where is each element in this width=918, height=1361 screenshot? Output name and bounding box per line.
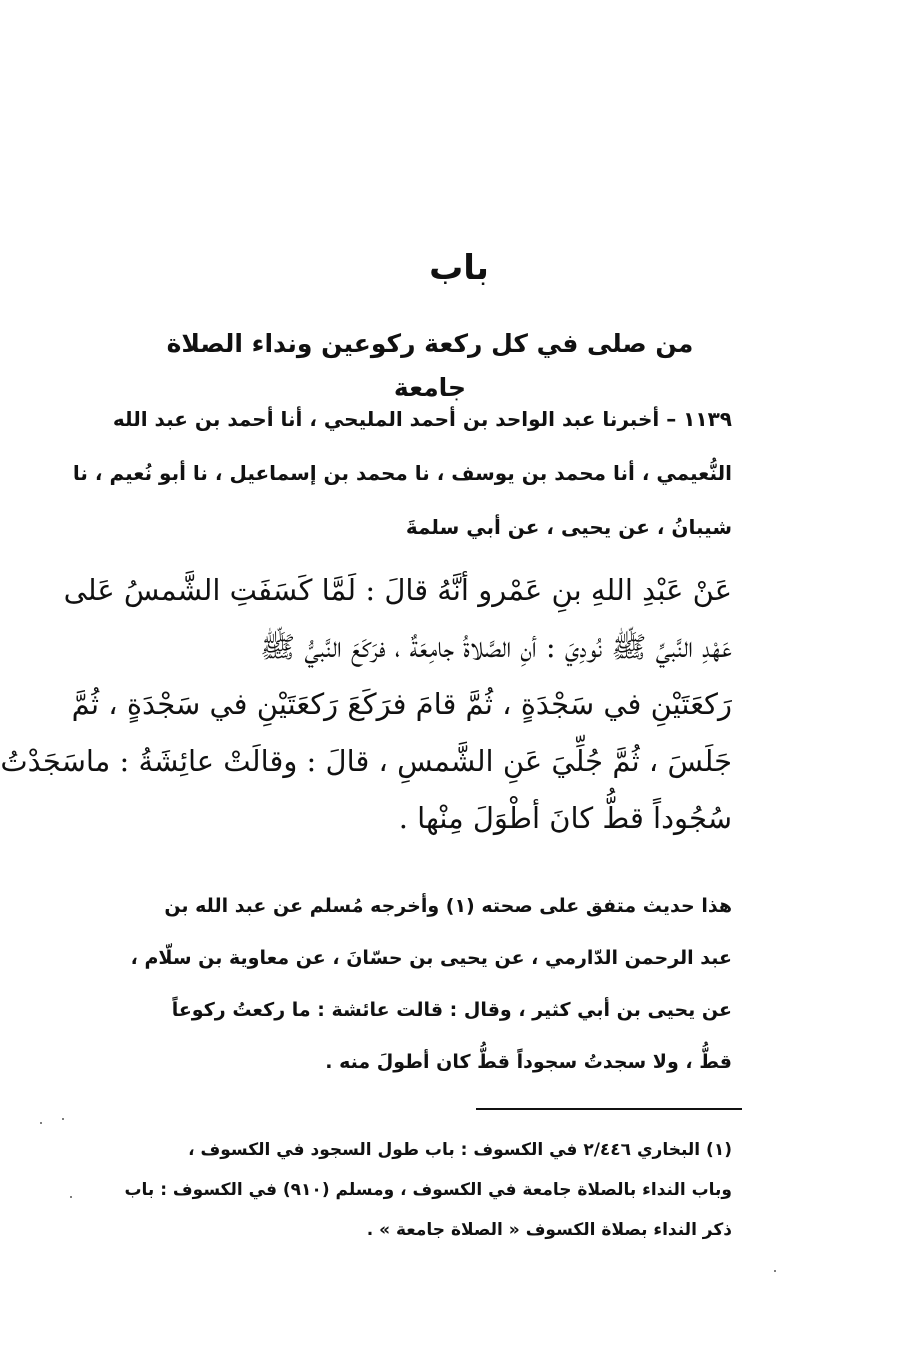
scan-speck — [70, 1196, 72, 1198]
footnotes — [82, 1130, 732, 1250]
chapter-title: باب — [429, 248, 489, 288]
footnote-line: (١) البخاري ٢/٤٤٦ في الكسوف : باب طول السجود في الكسوف ، — [188, 1140, 732, 1160]
isnad-line: ١١٣٩ – أخبرنا عبد الواحد بن أحمد المليحي ، أنا أحمد بن عبد الله — [112, 407, 732, 431]
footnote-line: وباب النداء بالصلاة جامعة في الكسوف ، ومسلم (٩١٠) في الكسوف : باب — [124, 1180, 732, 1200]
matn-line: رَكعَتَيْنِ في سَجْدَةٍ ، ثُمَّ قامَ فرَكَعَ رَكعَتَيْنِ في سَجْدَةٍ ، ثُمَّ — [71, 687, 732, 721]
hadith-commentary — [82, 880, 732, 1088]
commentary-line: عبد الرحمن الدّارمي ، عن يحيى بن حسّانَ ، عن معاوية بن سلّام ، — [130, 947, 732, 969]
scan-speck — [62, 1118, 64, 1120]
footnote-divider — [476, 1108, 742, 1110]
matn-line: سُجُوداً قطُّ كانَ أطْوَلَ مِنْها . — [398, 801, 732, 835]
commentary-line: عن يحيى بن أبي كثير ، وقال : قالت عائشة : ما ركعتُ ركوعاً — [171, 999, 732, 1021]
scan-speck — [774, 1270, 776, 1272]
scan-speck — [40, 1122, 42, 1124]
commentary-line: قطُّ ، ولا سجدتُ سجوداً قطُّ كان أطولَ منه . — [325, 1051, 732, 1073]
chapter-subtitle: من صلى في كل ركعة ركوعين ونداء الصلاة جامعة — [166, 329, 694, 402]
matn-line: عَنْ عَبْدِ اللهِ بنِ عَمْرو أنَّهُ قالَ : لَمَّا كَسَفَتِ الشَّمسُ عَلى — [63, 573, 732, 607]
hadith-matn — [0, 562, 732, 847]
hadith-isnad — [72, 392, 732, 554]
matn-line: عَهْدِ النَّبيِّ ﷺ نُودِيَ : أنِ الصَّلاةُ جامِعَةٌ ، فرَكَعَ النَّبيُّ ﷺ — [260, 630, 732, 664]
isnad-line: النُّعيمي ، أنا محمد بن يوسف ، نا محمد بن إسماعيل ، نا أبو نُعيم ، نا — [72, 461, 732, 485]
footnote-line: ذكر النداء بصلاة الكسوف « الصلاة جامعة » . — [366, 1220, 732, 1240]
commentary-line: هذا حديث متفق على صحته (١) وأخرجه مُسلم عن عبد الله بن — [164, 895, 732, 917]
matn-line: جَلَسَ ، ثُمَّ جُلِّيَ عَنِ الشَّمسِ ، قالَ : وقالَتْ عائِشَةُ : ماسَجَدْتُ — [0, 744, 732, 778]
isnad-line: شيبانُ ، عن يحيى ، عن أبي سلمةَ — [405, 515, 732, 539]
